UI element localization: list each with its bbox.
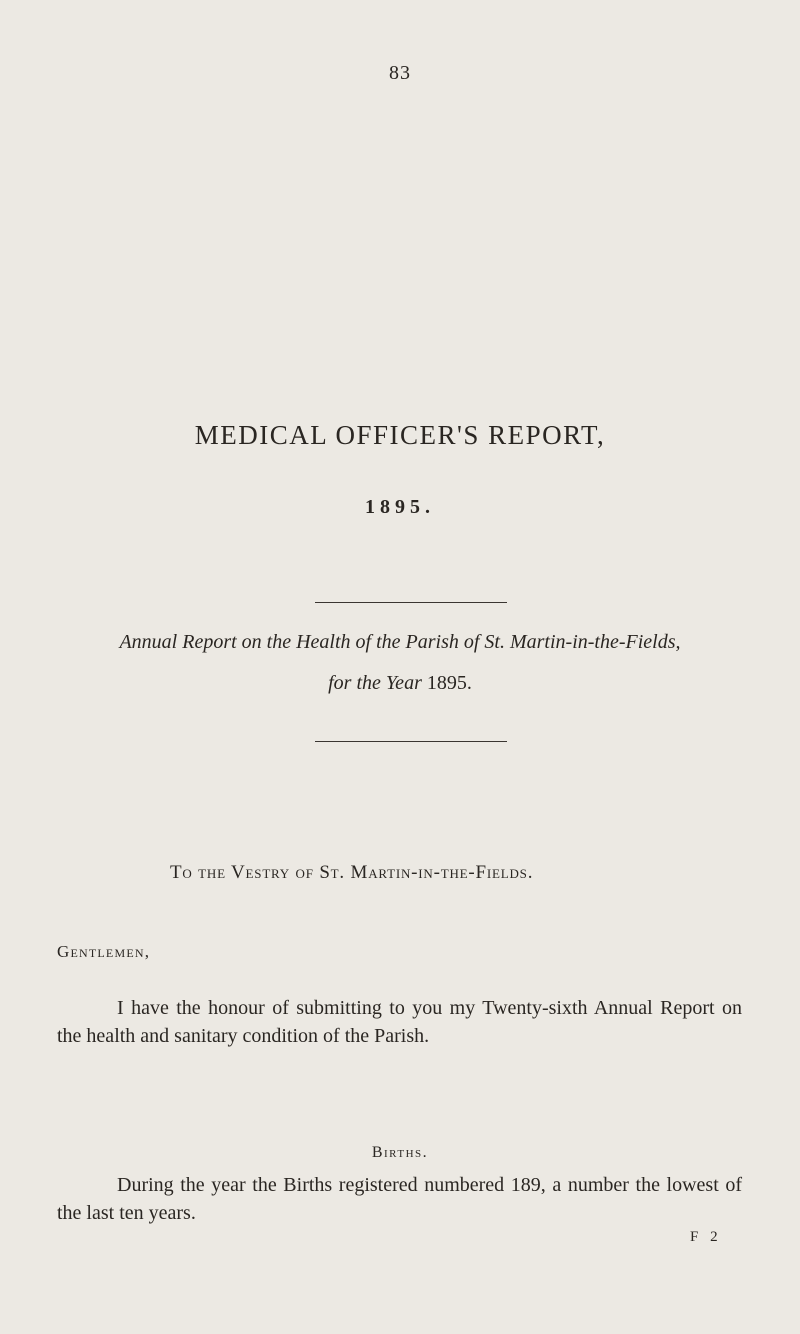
page-number: 83: [389, 62, 411, 84]
divider-rule: [315, 602, 507, 603]
report-subtitle-year-line: [0, 672, 800, 695]
subtitle-year: 1895.: [426, 672, 472, 694]
report-subtitle: Annual Report on the Health of the Parish of St. Martin-in-the-Fields,: [119, 631, 681, 653]
report-title: MEDICAL OFFICER'S REPORT,: [194, 420, 606, 450]
address-line: To the Vestry of St. Martin-in-the-Fields.: [170, 862, 534, 883]
subtitle-year-prefix: for the Year: [328, 672, 422, 694]
section-heading-births: Births.: [371, 1144, 429, 1161]
salutation: Gentlemen,: [57, 942, 151, 961]
births-paragraph: During the year the Births registered numbered 189, a number the lowest of the last ten years.: [57, 1174, 742, 1224]
divider-rule: [315, 741, 507, 742]
signature-mark: F 2: [690, 1229, 722, 1245]
report-year: 1895.: [365, 496, 435, 518]
intro-paragraph: I have the honour of submitting to you my Twenty-sixth Annual Report on the health and sanitary condition of the Parish.: [57, 997, 742, 1047]
